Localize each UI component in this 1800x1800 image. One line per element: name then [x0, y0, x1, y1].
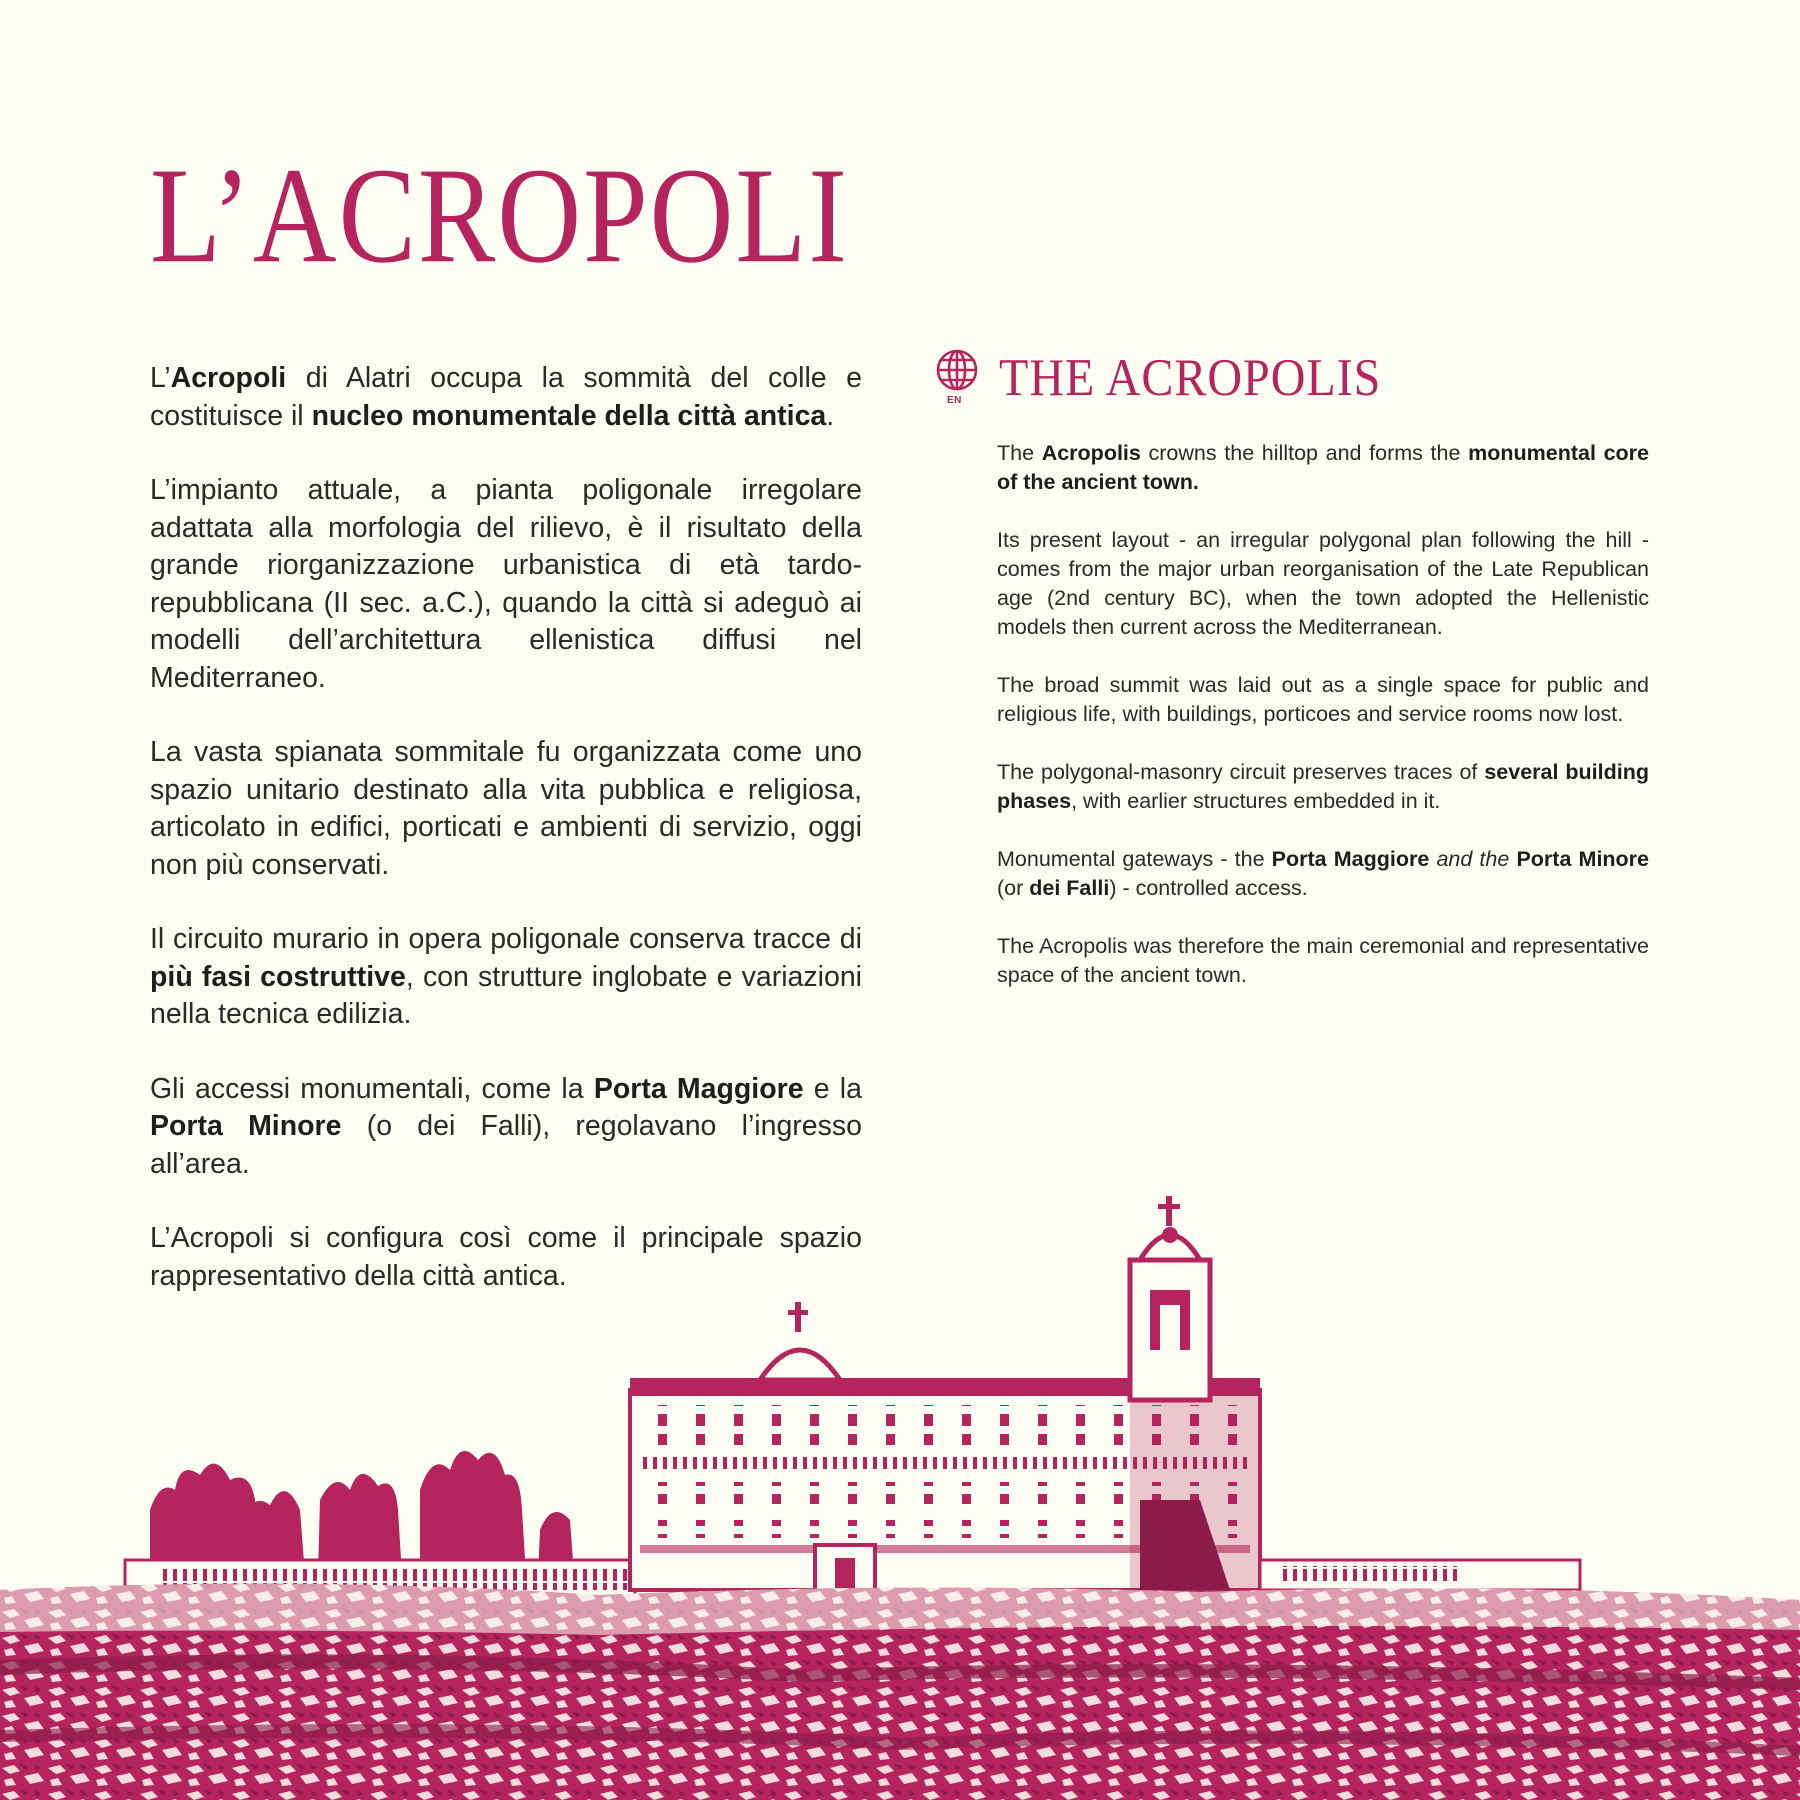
it-paragraph-4: Il circuito murario in opera poligonale conserva tracce di più fasi costruttive, con strutture inglobate e variazioni nella tecnica edilizia.	[150, 923, 862, 1030]
en-paragraph-4: The polygonal-masonry circuit preserves traces of several building phases, with earlier structures embedded in it.	[997, 760, 1649, 813]
acropolis-illustration	[0, 1190, 1800, 1800]
trees	[150, 1451, 574, 1575]
it-paragraph-2: L’impianto attuale, a pianta poligonale irregolare adattata alla morfologia del rilievo, è il risultato della grande riorganizzazione urbanistica di età tardo-repubblicana (II sec. a.C.), quando la città si adeguò ai modelli dell’architettura ellenistica diffusi nel Mediterraneo.	[150, 474, 862, 694]
en-paragraph-3: The broad summit was laid out as a single space for public and religious life, with buildings, porticoes and service rooms now lost.	[997, 673, 1649, 726]
english-heading	[935, 348, 1381, 408]
english-title: THE ACROPOLIS	[999, 348, 1382, 407]
page-title: L’ACROPOLI	[150, 140, 849, 292]
globe-icon	[935, 348, 979, 408]
it-paragraph-5: Gli accessi monumentali, come la Porta Maggiore e la Porta Minore (o dei Falli), regolavano l’ingresso all’area.	[150, 1072, 862, 1180]
en-paragraph-6: The Acropolis was therefore the main ceremonial and representative space of the ancient town.	[997, 934, 1649, 987]
italian-text-column	[150, 360, 862, 1332]
bell-tower	[1130, 1196, 1210, 1400]
language-label: EN	[947, 395, 962, 406]
it-paragraph-6: L’Acropoli si configura così come il principale spazio rappresentativo della città antica.	[150, 1222, 862, 1292]
en-paragraph-2: Its present layout - an irregular polygonal plan following the hill - comes from the major urban reorganisation of the Late Republican age (2nd century BC), when the town adopted the Hellenistic models then current across the Mediterranean.	[997, 528, 1649, 639]
en-paragraph-5: Monumental gateways - the Porta Maggiore and the Porta Minore (or dei Falli) - controlled access.	[997, 847, 1650, 900]
english-text-column	[997, 439, 1649, 1019]
en-paragraph-1: The Acropolis crowns the hilltop and forms the monumental core of the ancient town.	[997, 441, 1649, 494]
it-paragraph-1: L’Acropoli di Alatri occupa la sommità del colle e costituisce il nucleo monumentale della città antica.	[150, 362, 862, 432]
it-paragraph-3: La vasta spianata sommitale fu organizzata come uno spazio unitario destinato alla vita pubblica e religiosa, articolato in edifici, porticati e ambienti di servizio, oggi non più conservati.	[150, 736, 862, 881]
